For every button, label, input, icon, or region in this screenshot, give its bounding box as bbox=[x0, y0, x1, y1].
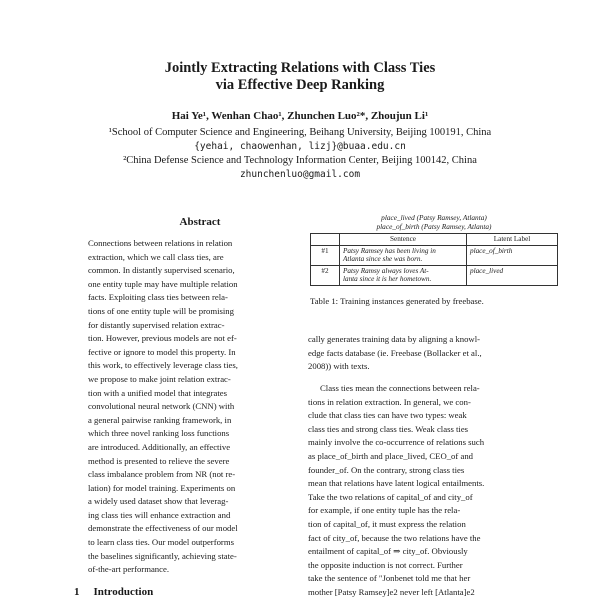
example-relation-1: place_lived (Patsy Ramsey, Atlanta) bbox=[381, 213, 487, 222]
abstract-line: are introduced. Additionally, an effective bbox=[88, 441, 231, 452]
section-title: Introduction bbox=[93, 586, 154, 598]
text-line: edge facts database (ie. Freebase (Bollacker et al., bbox=[308, 347, 482, 358]
table-row bbox=[311, 245, 558, 265]
abstract-line: tion. However, previous models are not ef- bbox=[88, 333, 237, 344]
abstract-line: for distantly supervised relation extrac- bbox=[88, 319, 225, 330]
abstract-line: common. In distantly supervised scenario, bbox=[88, 265, 235, 276]
text-line: for example, if one entity tuple has the rela- bbox=[308, 505, 461, 516]
intro-paragraph-1 bbox=[308, 333, 560, 374]
row-id: #1 bbox=[311, 245, 340, 265]
text-line: 2008)) with texts. bbox=[308, 361, 370, 372]
abstract-line: we propose to make joint relation extrac- bbox=[88, 373, 231, 384]
text-line: mainly involve the co-occurrence of relations such bbox=[308, 437, 485, 448]
paper-title bbox=[0, 60, 600, 94]
abstract-line: to learn class ties. Our model outperforms bbox=[88, 537, 234, 548]
row-sentence-part-b: Atlanta since she was born. bbox=[343, 255, 423, 264]
row-sentence bbox=[340, 265, 467, 285]
abstract-line: which three novel ranking loss functions bbox=[88, 428, 230, 439]
email-list-1: {yehai, chaowenhan, lizj}@buaa.edu.cn bbox=[194, 141, 406, 152]
text-line: tions in relation extraction. In general, we con- bbox=[308, 396, 471, 407]
text-line: clude that class ties can have two types: weak bbox=[308, 410, 467, 421]
table-header-id bbox=[311, 234, 340, 246]
abstract-line: lation) for model training. Experiments on bbox=[88, 482, 236, 493]
email-2: zhunchenluo@gmail.com bbox=[239, 169, 361, 180]
text-line: mean that relations have latent logical entailments. bbox=[308, 478, 485, 489]
table-1-caption: Table 1: Training instances generated by freebase. bbox=[310, 296, 484, 306]
text-line: class ties and strong class ties. Weak class ties bbox=[308, 423, 469, 434]
table-header-sentence: Sentence bbox=[340, 234, 467, 246]
text-line: cally generates training data by aligning a knowl- bbox=[308, 334, 481, 344]
example-relations bbox=[308, 213, 560, 231]
abstract-line: Connections between relations in relation bbox=[88, 238, 233, 248]
text-line: fact of city_of, because the two relations have the bbox=[308, 532, 481, 543]
abstract-line: tions of one entity tuple will be promising bbox=[88, 305, 234, 316]
text-line: tion of capital_of, it must express the relation bbox=[308, 518, 466, 529]
abstract-line: class imbalance problem from NR (not re- bbox=[88, 469, 236, 480]
affiliation-1: ¹School of Computer Science and Engineering, Beihang University, Beijing 100191, China bbox=[108, 127, 492, 138]
row-id: #2 bbox=[311, 265, 340, 285]
abstract-line: fective or ignore to model this property. In bbox=[88, 346, 236, 357]
row-sentence-part-b: lanta since it is her hometown. bbox=[343, 275, 432, 284]
row-label: place_lived bbox=[467, 265, 558, 285]
abstract-line: extraction, which we call class ties, are bbox=[88, 251, 224, 262]
abstract-line: one entity tuple may have multiple relation bbox=[88, 278, 238, 289]
row-sentence bbox=[340, 245, 467, 265]
title-line-1: Jointly Extracting Relations with Class Ties bbox=[164, 60, 436, 76]
text-line: Class ties mean the connections between rela- bbox=[320, 383, 480, 393]
abstract-line: convolutional neural network (CNN) with bbox=[88, 401, 235, 412]
text-line: entailment of capital_of ⇒ city_of. Obviously bbox=[308, 546, 468, 557]
abstract-line: demonstrate the effectiveness of our model bbox=[88, 523, 238, 534]
abstract-line: a general pairwise ranking framework, in bbox=[88, 414, 232, 425]
abstract-line: this work, to effectively leverage class ties, bbox=[88, 360, 238, 371]
text-line: founder_of. On the contrary, strong class ties bbox=[308, 464, 465, 475]
section-heading-introduction bbox=[74, 586, 167, 598]
text-line: as place_of_birth and place_lived, CEO_of and bbox=[308, 450, 474, 461]
abstract-line: of-the-art performance. bbox=[88, 564, 170, 575]
affiliation-2: ²China Defense Science and Technology Information Center, Beijing 100142, China bbox=[123, 155, 477, 166]
text-line: mother [Patsy Ramsey]e2 never left [Atlanta]e2 bbox=[308, 586, 475, 597]
table-1 bbox=[310, 233, 558, 286]
abstract-line: tion with a unified model that integrates bbox=[88, 387, 227, 398]
table-header-label: Latent Label bbox=[467, 234, 558, 246]
abstract-line: facts. Exploiting class ties between rela- bbox=[88, 292, 228, 303]
abstract-line: method is presented to relieve the severe bbox=[88, 455, 230, 466]
abstract-heading: Abstract bbox=[179, 216, 221, 228]
table-header-row bbox=[311, 234, 558, 246]
text-line: take the sentence of "Jonbenet told me that her bbox=[308, 573, 471, 584]
abstract-line: ing class ties will enhance extraction and bbox=[88, 509, 231, 520]
row-label: place_of_birth bbox=[467, 245, 558, 265]
intro-paragraph-2 bbox=[308, 382, 560, 600]
author-list: Hai Ye¹, Wenhan Chao¹, Zhunchen Luo²*, Zhoujun Li¹ bbox=[171, 110, 429, 122]
text-line: the opposite induction is not correct. Further bbox=[308, 559, 463, 570]
title-line-2: via Effective Deep Ranking bbox=[215, 77, 385, 93]
row-sentence-part-a: Patsy Ramsey has been living in bbox=[343, 246, 436, 255]
abstract-line: the baselines significantly, achieving state- bbox=[88, 550, 237, 561]
row-sentence-part-a: Patsy Ramsy always loves At- bbox=[343, 266, 429, 275]
text-line: Take the two relations of capital_of and city_of bbox=[308, 491, 473, 502]
table-row bbox=[311, 265, 558, 285]
abstract-line: a widely used dataset show that leverag- bbox=[88, 496, 229, 507]
abstract-body bbox=[88, 237, 298, 577]
section-number: 1 bbox=[74, 586, 80, 598]
example-relation-2: place_of_birth (Patsy Ramsey, Atlanta) bbox=[376, 222, 492, 231]
